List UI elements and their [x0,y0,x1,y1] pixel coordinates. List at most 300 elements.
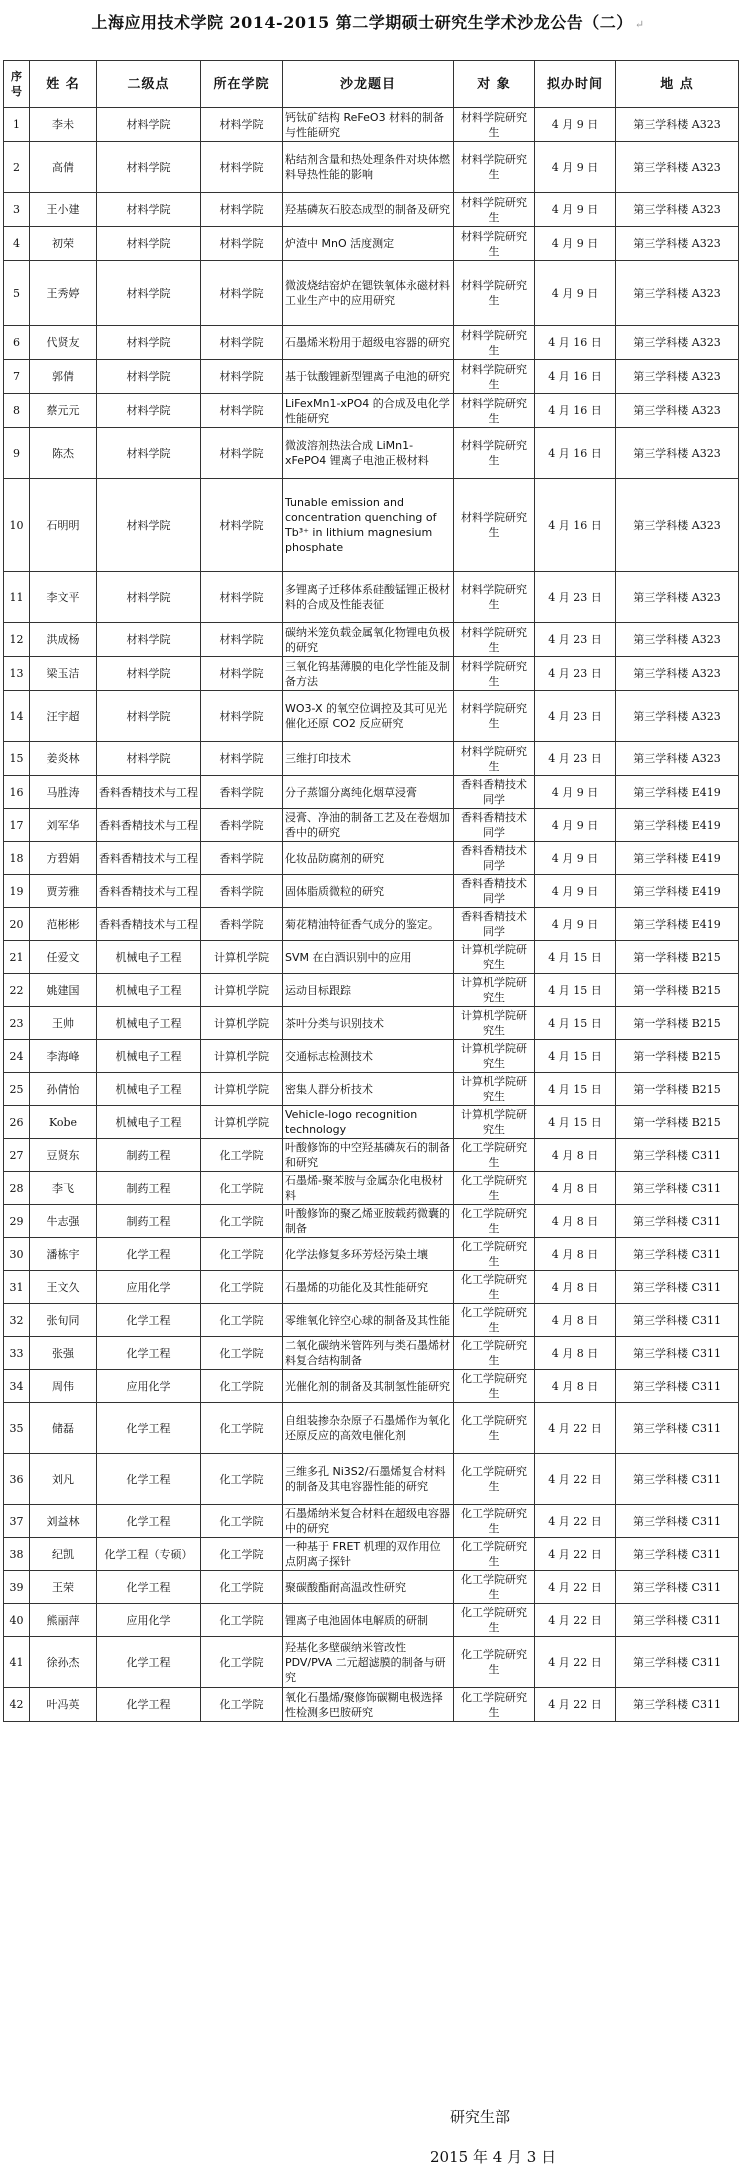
student-name: 王帅 [30,1007,97,1040]
discipline: 化学工程 [97,1571,201,1604]
footer-department: 研究生部 [450,2108,511,2126]
college: 材料学院 [201,193,283,227]
audience: 化工学院研究生 [454,1538,535,1571]
discipline: 化学工程 [97,1304,201,1337]
scheduled-date: 4 月 8 日 [535,1139,616,1172]
discipline: 制药工程 [97,1139,201,1172]
salon-topic: 石墨烯的功能化及其性能研究 [283,1271,454,1304]
table-row [4,776,739,809]
discipline: 化学工程 [97,1337,201,1370]
table-row [4,1205,739,1238]
scheduled-date: 4 月 8 日 [535,1172,616,1205]
table-row [4,1505,739,1538]
college: 化工学院 [201,1505,283,1538]
salon-topic: 羟基磷灰石胶态成型的制备及研究 [283,193,454,227]
row-number: 24 [4,1040,30,1073]
audience: 材料学院研究生 [454,623,535,657]
discipline: 机械电子工程 [97,1106,201,1139]
location: 第一学科楼 B215 [616,974,739,1007]
salon-topic: 碳纳米笼负载金属氧化物锂电负极的研究 [283,623,454,657]
row-number: 36 [4,1454,30,1505]
table-header-row [4,61,739,108]
student-name: 石明明 [30,479,97,572]
student-name: 李海峰 [30,1040,97,1073]
audience: 材料学院研究生 [454,108,535,142]
salon-topic: WO3-X 的氧空位调控及其可见光催化还原 CO2 反应研究 [283,691,454,742]
table-row [4,479,739,572]
audience: 材料学院研究生 [454,142,535,193]
scheduled-date: 4 月 23 日 [535,657,616,691]
student-name: Kobe [30,1106,97,1139]
salon-topic: 固体脂质微粒的研究 [283,875,454,908]
discipline: 香料香精技术与工程 [97,908,201,941]
audience: 化工学院研究生 [454,1637,535,1688]
salon-topic: 自组装掺杂杂原子石墨烯作为氧化还原反应的高效电催化剂 [283,1403,454,1454]
student-name: 方碧娟 [30,842,97,875]
audience: 材料学院研究生 [454,227,535,261]
discipline: 机械电子工程 [97,974,201,1007]
student-name: 马胜涛 [30,776,97,809]
salon-topic: 菊花精油特征香气成分的鉴定。 [283,908,454,941]
row-number: 26 [4,1106,30,1139]
scheduled-date: 4 月 9 日 [535,261,616,326]
audience: 计算机学院研究生 [454,1007,535,1040]
audience: 材料学院研究生 [454,193,535,227]
row-number: 28 [4,1172,30,1205]
scheduled-date: 4 月 9 日 [535,227,616,261]
audience: 化工学院研究生 [454,1172,535,1205]
audience: 化工学院研究生 [454,1271,535,1304]
salon-topic: 多锂离子迁移体系硅酸锰锂正极材料的合成及性能表征 [283,572,454,623]
college: 化工学院 [201,1238,283,1271]
scheduled-date: 4 月 15 日 [535,1073,616,1106]
audience: 香料香精技术同学 [454,776,535,809]
college: 化工学院 [201,1370,283,1403]
discipline: 机械电子工程 [97,1007,201,1040]
student-name: 洪成杨 [30,623,97,657]
discipline: 香料香精技术与工程 [97,776,201,809]
table-body [4,108,739,1722]
scheduled-date: 4 月 23 日 [535,572,616,623]
table-row [4,1172,739,1205]
student-name: 王文久 [30,1271,97,1304]
row-number: 7 [4,360,30,394]
discipline: 香料香精技术与工程 [97,875,201,908]
college: 材料学院 [201,261,283,326]
location: 第三学科楼 A323 [616,261,739,326]
scheduled-date: 4 月 9 日 [535,776,616,809]
discipline: 材料学院 [97,142,201,193]
college: 化工学院 [201,1538,283,1571]
header-time: 拟办时间 [535,61,616,108]
college: 化工学院 [201,1271,283,1304]
table-row [4,1637,739,1688]
audience: 材料学院研究生 [454,657,535,691]
row-number: 38 [4,1538,30,1571]
scheduled-date: 4 月 22 日 [535,1454,616,1505]
table-row [4,360,739,394]
college: 化工学院 [201,1205,283,1238]
location: 第一学科楼 B215 [616,1073,739,1106]
college: 材料学院 [201,360,283,394]
location: 第三学科楼 A323 [616,360,739,394]
location: 第三学科楼 E419 [616,842,739,875]
scheduled-date: 4 月 22 日 [535,1688,616,1722]
scheduled-date: 4 月 23 日 [535,742,616,776]
header-place: 地 点 [616,61,739,108]
student-name: 李飞 [30,1172,97,1205]
college: 化工学院 [201,1403,283,1454]
salon-topic: 叶酸修饰的中空羟基磷灰石的制备和研究 [283,1139,454,1172]
row-number: 15 [4,742,30,776]
discipline: 化学工程 [97,1688,201,1722]
row-number: 34 [4,1370,30,1403]
salon-topic: 叶酸修饰的聚乙烯亚胺载药微囊的制备 [283,1205,454,1238]
salon-schedule-table [3,60,739,1722]
table-row [4,428,739,479]
table-row [4,1337,739,1370]
row-number: 2 [4,142,30,193]
scheduled-date: 4 月 9 日 [535,809,616,842]
row-number: 31 [4,1271,30,1304]
location: 第一学科楼 B215 [616,1007,739,1040]
audience: 香料香精技术同学 [454,908,535,941]
row-number: 9 [4,428,30,479]
table-row [4,1040,739,1073]
scheduled-date: 4 月 16 日 [535,360,616,394]
salon-topic: LiFexMn1-xPO4 的合成及电化学性能研究 [283,394,454,428]
scheduled-date: 4 月 9 日 [535,142,616,193]
salon-topic: 二氧化碳纳米管阵列与类石墨烯材料复合结构制备 [283,1337,454,1370]
location: 第三学科楼 A323 [616,108,739,142]
table-row [4,1106,739,1139]
salon-topic: 羟基化多壁碳纳米管改性 PDV/PVA 二元超滤膜的制备与研究 [283,1637,454,1688]
scheduled-date: 4 月 15 日 [535,1040,616,1073]
table-row [4,1007,739,1040]
salon-topic: 石墨烯-聚苯胺与金属杂化电极材料 [283,1172,454,1205]
location: 第一学科楼 B215 [616,1106,739,1139]
audience: 化工学院研究生 [454,1370,535,1403]
table-row [4,941,739,974]
college: 材料学院 [201,227,283,261]
scheduled-date: 4 月 9 日 [535,842,616,875]
salon-topic: 三维打印技术 [283,742,454,776]
student-name: 纪凯 [30,1538,97,1571]
college: 香料学院 [201,875,283,908]
location: 第三学科楼 E419 [616,776,739,809]
salon-topic: 茶叶分类与识别技术 [283,1007,454,1040]
row-number: 14 [4,691,30,742]
college: 计算机学院 [201,974,283,1007]
location: 第三学科楼 C311 [616,1271,739,1304]
discipline: 材料学院 [97,572,201,623]
salon-topic: 一种基于 FRET 机理的双作用位点阴离子探针 [283,1538,454,1571]
student-name: 刘凡 [30,1454,97,1505]
student-name: 王小建 [30,193,97,227]
location: 第三学科楼 A323 [616,479,739,572]
student-name: 郭倩 [30,360,97,394]
college: 化工学院 [201,1337,283,1370]
discipline: 化学工程 [97,1403,201,1454]
discipline: 材料学院 [97,193,201,227]
student-name: 任爱文 [30,941,97,974]
location: 第三学科楼 E419 [616,908,739,941]
audience: 计算机学院研究生 [454,1073,535,1106]
student-name: 梁玉洁 [30,657,97,691]
table-row [4,1370,739,1403]
audience: 化工学院研究生 [454,1604,535,1637]
student-name: 高倩 [30,142,97,193]
discipline: 化学工程（专硕） [97,1538,201,1571]
audience: 化工学院研究生 [454,1337,535,1370]
row-number: 5 [4,261,30,326]
student-name: 王荣 [30,1571,97,1604]
college: 材料学院 [201,326,283,360]
scheduled-date: 4 月 22 日 [535,1403,616,1454]
college: 材料学院 [201,742,283,776]
student-name: 姚建国 [30,974,97,1007]
audience: 计算机学院研究生 [454,1106,535,1139]
scheduled-date: 4 月 15 日 [535,941,616,974]
discipline: 化学工程 [97,1637,201,1688]
row-number: 1 [4,108,30,142]
college: 化工学院 [201,1304,283,1337]
college: 材料学院 [201,657,283,691]
student-name: 陈杰 [30,428,97,479]
discipline: 材料学院 [97,657,201,691]
audience: 化工学院研究生 [454,1571,535,1604]
audience: 香料香精技术同学 [454,875,535,908]
audience: 化工学院研究生 [454,1454,535,1505]
location: 第三学科楼 C311 [616,1370,739,1403]
row-number: 23 [4,1007,30,1040]
discipline: 化学工程 [97,1238,201,1271]
salon-topic: 微波溶剂热法合成 LiMn1-xFePO4 锂离子电池正极材料 [283,428,454,479]
scheduled-date: 4 月 22 日 [535,1538,616,1571]
table-row [4,394,739,428]
footer-date: 2015 年 4 月 3 日 [430,2148,557,2166]
row-number: 37 [4,1505,30,1538]
scheduled-date: 4 月 8 日 [535,1337,616,1370]
table-row [4,1271,739,1304]
location: 第一学科楼 B215 [616,941,739,974]
table-row [4,572,739,623]
discipline: 材料学院 [97,691,201,742]
row-number: 41 [4,1637,30,1688]
college: 计算机学院 [201,1007,283,1040]
header-college: 所在学院 [201,61,283,108]
table-row [4,742,739,776]
scheduled-date: 4 月 16 日 [535,428,616,479]
salon-topic: 三维多孔 Ni3S2/石墨烯复合材料的制备及其电容器性能的研究 [283,1454,454,1505]
college: 计算机学院 [201,941,283,974]
row-number: 6 [4,326,30,360]
location: 第三学科楼 A323 [616,193,739,227]
college: 材料学院 [201,108,283,142]
discipline: 材料学院 [97,108,201,142]
salon-topic: 浸膏、净油的制备工艺及在卷烟加香中的研究 [283,809,454,842]
scheduled-date: 4 月 9 日 [535,908,616,941]
table-row [4,842,739,875]
student-name: 徐孙杰 [30,1637,97,1688]
salon-topic: 分子蒸馏分离纯化烟草浸膏 [283,776,454,809]
student-name: 张强 [30,1337,97,1370]
discipline: 香料香精技术与工程 [97,809,201,842]
row-number: 18 [4,842,30,875]
college: 化工学院 [201,1139,283,1172]
row-number: 10 [4,479,30,572]
discipline: 化学工程 [97,1505,201,1538]
salon-topic: 粘结剂含量和热处理条件对块体燃料导热性能的影响 [283,142,454,193]
table-row [4,623,739,657]
row-number: 4 [4,227,30,261]
row-number: 30 [4,1238,30,1271]
college: 材料学院 [201,623,283,657]
location: 第三学科楼 E419 [616,809,739,842]
college: 化工学院 [201,1571,283,1604]
audience: 材料学院研究生 [454,428,535,479]
college: 材料学院 [201,572,283,623]
audience: 材料学院研究生 [454,479,535,572]
college: 香料学院 [201,908,283,941]
scheduled-date: 4 月 9 日 [535,193,616,227]
table-row [4,227,739,261]
student-name: 代贤友 [30,326,97,360]
student-name: 蔡元元 [30,394,97,428]
student-name: 李未 [30,108,97,142]
location: 第三学科楼 C311 [616,1403,739,1454]
college: 计算机学院 [201,1073,283,1106]
salon-topic: 交通标志检测技术 [283,1040,454,1073]
salon-topic: 氧化石墨烯/聚修饰碳糊电极选择性检测多巴胺研究 [283,1688,454,1722]
table-row [4,193,739,227]
audience: 化工学院研究生 [454,1238,535,1271]
location: 第三学科楼 C311 [616,1604,739,1637]
college: 材料学院 [201,691,283,742]
discipline: 应用化学 [97,1604,201,1637]
table-row [4,657,739,691]
row-number: 27 [4,1139,30,1172]
scheduled-date: 4 月 22 日 [535,1571,616,1604]
college: 化工学院 [201,1172,283,1205]
table-row [4,1604,739,1637]
salon-topic: Tunable emission and concentration quenching of Tb³⁺ in lithium magnesium phosphate [283,479,454,572]
scheduled-date: 4 月 16 日 [535,326,616,360]
audience: 香料香精技术同学 [454,842,535,875]
salon-topic: 聚碳酸酯耐高温改性研究 [283,1571,454,1604]
paragraph-mark-icon: ↵ [634,18,645,31]
student-name: 刘军华 [30,809,97,842]
audience: 化工学院研究生 [454,1304,535,1337]
student-name: 刘益林 [30,1505,97,1538]
scheduled-date: 4 月 9 日 [535,875,616,908]
discipline: 材料学院 [97,227,201,261]
scheduled-date: 4 月 16 日 [535,394,616,428]
discipline: 机械电子工程 [97,1040,201,1073]
location: 第三学科楼 A323 [616,326,739,360]
discipline: 制药工程 [97,1172,201,1205]
student-name: 熊丽萍 [30,1604,97,1637]
salon-topic: 化学法修复多环芳烃污染土壤 [283,1238,454,1271]
audience: 材料学院研究生 [454,326,535,360]
discipline: 材料学院 [97,360,201,394]
table-row [4,1688,739,1722]
row-number: 11 [4,572,30,623]
student-name: 王秀婷 [30,261,97,326]
location: 第三学科楼 C311 [616,1505,739,1538]
college: 化工学院 [201,1604,283,1637]
table-row [4,1238,739,1271]
row-number: 22 [4,974,30,1007]
discipline: 材料学院 [97,394,201,428]
audience: 化工学院研究生 [454,1688,535,1722]
location: 第三学科楼 C311 [616,1571,739,1604]
student-name: 姜炎林 [30,742,97,776]
location: 第三学科楼 A323 [616,657,739,691]
row-number: 39 [4,1571,30,1604]
scheduled-date: 4 月 15 日 [535,974,616,1007]
scheduled-date: 4 月 8 日 [535,1304,616,1337]
salon-topic: 化妆品防腐剂的研究 [283,842,454,875]
scheduled-date: 4 月 23 日 [535,691,616,742]
location: 第三学科楼 A323 [616,428,739,479]
row-number: 29 [4,1205,30,1238]
college: 计算机学院 [201,1040,283,1073]
student-name: 张旬同 [30,1304,97,1337]
header-name: 姓 名 [30,61,97,108]
scheduled-date: 4 月 16 日 [535,479,616,572]
table-row [4,809,739,842]
student-name: 李文平 [30,572,97,623]
student-name: 豆贤东 [30,1139,97,1172]
location: 第三学科楼 A323 [616,227,739,261]
discipline: 材料学院 [97,742,201,776]
header-seq: 序号 [4,61,30,108]
location: 第三学科楼 C311 [616,1205,739,1238]
audience: 计算机学院研究生 [454,941,535,974]
college: 化工学院 [201,1454,283,1505]
location: 第三学科楼 C311 [616,1454,739,1505]
audience: 材料学院研究生 [454,572,535,623]
discipline: 材料学院 [97,623,201,657]
salon-topic: 密集人群分析技术 [283,1073,454,1106]
college: 化工学院 [201,1688,283,1722]
row-number: 20 [4,908,30,941]
scheduled-date: 4 月 22 日 [535,1604,616,1637]
row-number: 3 [4,193,30,227]
table-row [4,1304,739,1337]
table-row [4,1454,739,1505]
salon-topic: 石墨烯纳米复合材料在超级电容器中的研究 [283,1505,454,1538]
student-name: 周伟 [30,1370,97,1403]
row-number: 33 [4,1337,30,1370]
scheduled-date: 4 月 22 日 [535,1505,616,1538]
audience: 化工学院研究生 [454,1403,535,1454]
discipline: 应用化学 [97,1370,201,1403]
college: 化工学院 [201,1637,283,1688]
row-number: 21 [4,941,30,974]
college: 材料学院 [201,394,283,428]
location: 第三学科楼 A323 [616,691,739,742]
document-title [8,10,728,33]
location: 第一学科楼 B215 [616,1040,739,1073]
college: 材料学院 [201,479,283,572]
row-number: 16 [4,776,30,809]
audience: 材料学院研究生 [454,360,535,394]
discipline: 材料学院 [97,261,201,326]
location: 第三学科楼 A323 [616,572,739,623]
location: 第三学科楼 C311 [616,1688,739,1722]
